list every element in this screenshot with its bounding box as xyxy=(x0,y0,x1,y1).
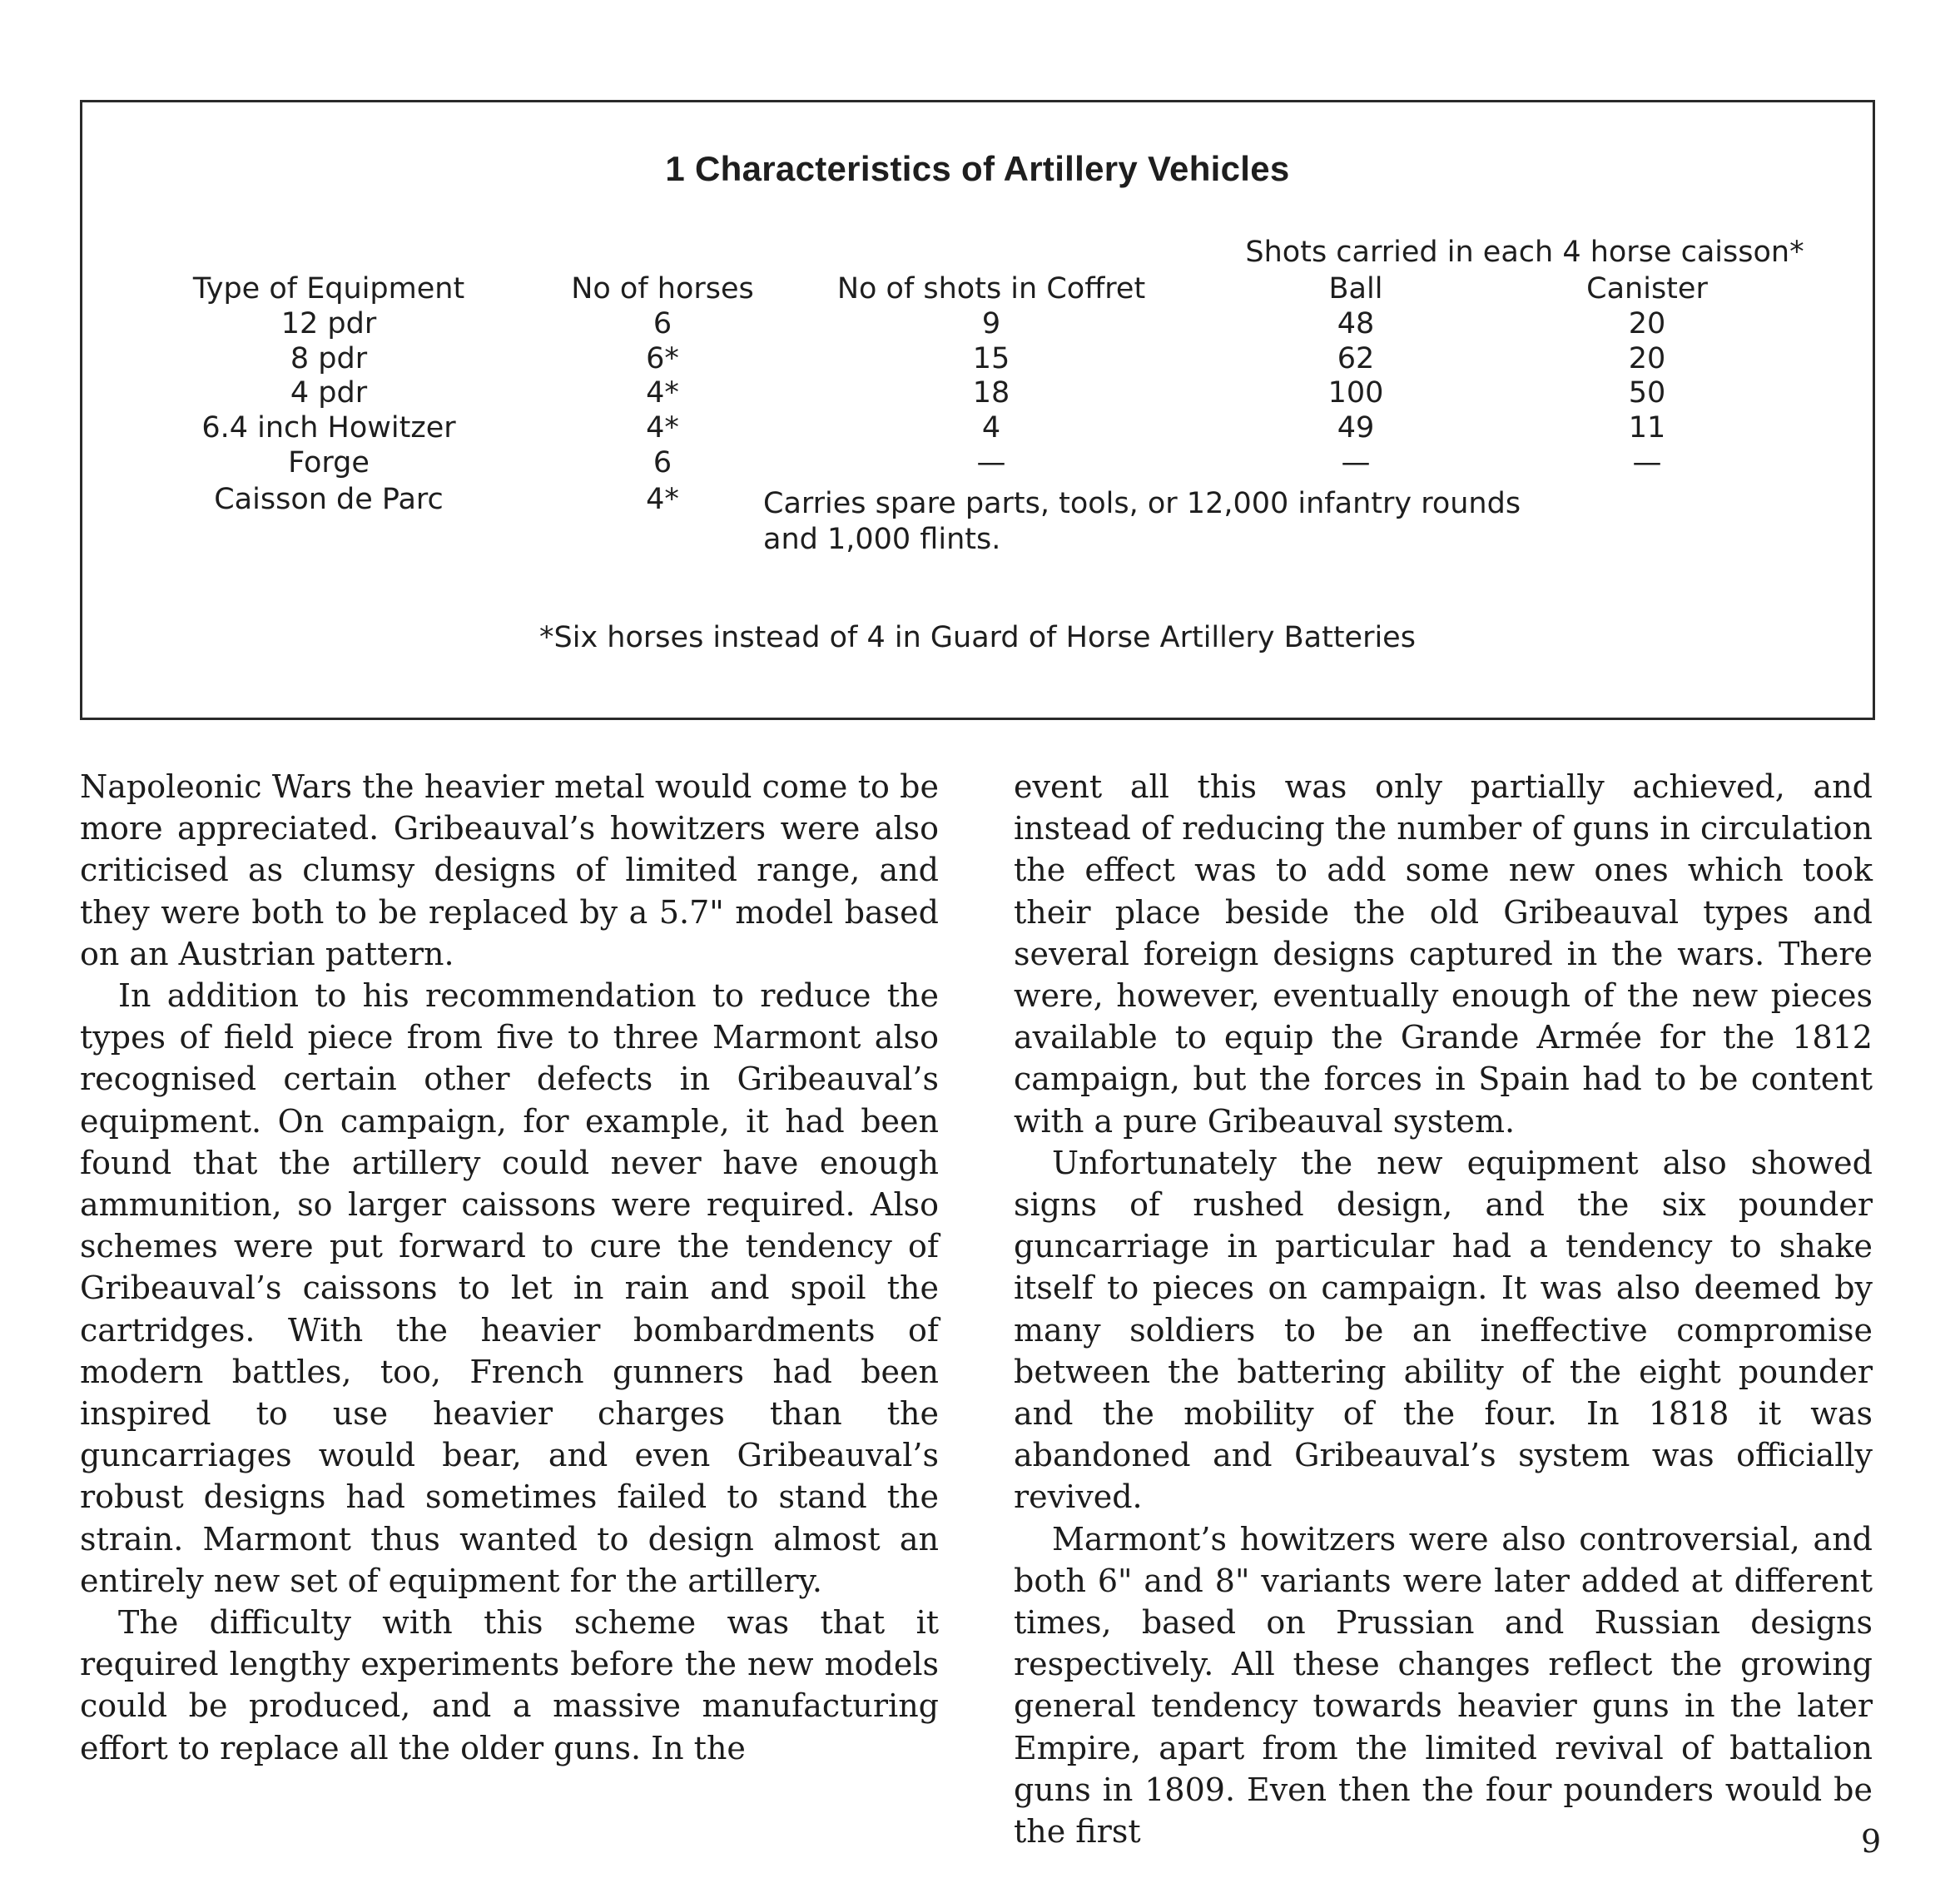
col-header-canister: Canister xyxy=(1586,272,1708,306)
row-horses: 4* xyxy=(646,376,679,410)
row-coffret: 15 xyxy=(972,342,1010,375)
row-horses: 6 xyxy=(653,446,672,479)
right-text-column xyxy=(1014,766,1873,1852)
row-ball: — xyxy=(1341,446,1371,479)
paragraph: Unfortunately the new equipment also showed signs of rushed design, and the six pounder guncarriage in particular had a tendency to shake itself to pieces on campaign. It was also deemed by many soldiers to be an ineffective compromise between the battering ability of the eight pounder and the mobility of the four. In 1818 it was abandoned and Gribeauval’s system was officially revived. xyxy=(1014,1144,1873,1516)
paragraph: event all this was only partially achieved, and instead of reducing the number of guns in circulation the effect was to add some new ones which took their place beside the old Gribeauval types and several foreign designs captured in the wars. There were, however, eventually enough of the new pieces available to equip the Grande Armée for the 1812 campaign, but the forces in Spain had to be content with a pure Gribeauval system. xyxy=(1014,768,1873,1140)
row-ball: 62 xyxy=(1337,342,1375,375)
row-canister: — xyxy=(1632,446,1662,479)
table-footnote: *Six horses instead of 4 in Guard of Horse Artillery Batteries xyxy=(539,621,1416,654)
col-header-type: Type of Equipment xyxy=(192,272,465,306)
row-type: Caisson de Parc xyxy=(214,483,444,516)
row-horses: 6* xyxy=(646,342,679,375)
row-type: 4 pdr xyxy=(290,376,368,410)
row-coffret: — xyxy=(976,446,1006,479)
row-canister: 50 xyxy=(1628,376,1666,410)
row-coffret: 18 xyxy=(972,376,1010,410)
caisson-group-header: Shots carried in each 4 horse caisson* xyxy=(1245,236,1804,269)
paragraph: In addition to his recommendation to reduce the types of field piece from five to three Marmont also recognised certain other defects in Gribeauval’s equipment. On campaign, for example, it had been found that the artillery could never have enough ammunition, so larger caissons were required. Also schemes were put forward to cure the tendency of Gribeauval’s caissons to let in rain and spoil the cartridges. With the heavier bombardments of modern battles, too, French gunners had been inspired to use heavier charges than the guncarriages would bear, and even Gribeauval’s robust designs had sometimes failed to stand the strain. Marmont thus wanted to design almost an entirely new set of equipment for the artillery. xyxy=(80,977,939,1599)
row-type: Forge xyxy=(288,446,370,479)
row-horses: 6 xyxy=(653,307,672,340)
row-canister: 20 xyxy=(1628,307,1666,340)
caisson-de-parc-note xyxy=(763,486,1521,558)
row-ball: 49 xyxy=(1337,411,1375,445)
table-title: 1 Characteristics of Artillery Vehicles xyxy=(665,149,1290,188)
row-coffret: 4 xyxy=(981,411,1001,445)
row-type: 8 pdr xyxy=(290,342,368,375)
row-coffret: 9 xyxy=(981,307,1001,340)
page-number: 9 xyxy=(1861,1823,1882,1860)
col-header-horses: No of horses xyxy=(571,272,754,306)
row-ball: 48 xyxy=(1337,307,1375,340)
col-header-coffret: No of shots in Coffret xyxy=(836,272,1146,306)
row-horses: 4* xyxy=(646,483,679,516)
row-type: 6.4 inch Howitzer xyxy=(201,411,456,445)
row-horses: 4* xyxy=(646,411,679,445)
paragraph: Napoleonic Wars the heavier metal would come to be more appreciated. Gribeauval’s howitzers were also criticised as clumsy designs of limited range, and they were both to be replaced by a 5.7" model based on an Austrian pattern. xyxy=(80,768,939,972)
row-type: 12 pdr xyxy=(280,307,377,340)
left-text-column xyxy=(80,766,939,1769)
paragraph: Marmont’s howitzers were also controversial, and both 6" and 8" variants were later added at different times, based on Prussian and Russian designs respectively. All these changes reflect the growing general tendency towards heavier guns in the later Empire, apart from the limited revival of battalion guns in 1809. Even then the four pounders would be the first xyxy=(1014,1520,1873,1851)
caisson-note-line: Carries spare parts, tools, or 12,000 infantry rounds xyxy=(763,487,1521,520)
row-ball: 100 xyxy=(1327,376,1384,410)
artillery-vehicles-table xyxy=(80,100,1875,720)
row-canister: 11 xyxy=(1628,411,1666,445)
row-canister: 20 xyxy=(1628,342,1666,375)
col-header-ball: Ball xyxy=(1328,272,1383,306)
paragraph: The difficulty with this scheme was that it required lengthy experiments before the new models could be produced, and a massive manufacturing effort to replace all the older guns. In the xyxy=(80,1604,939,1766)
caisson-note-line: and 1,000 flints. xyxy=(763,523,1001,556)
